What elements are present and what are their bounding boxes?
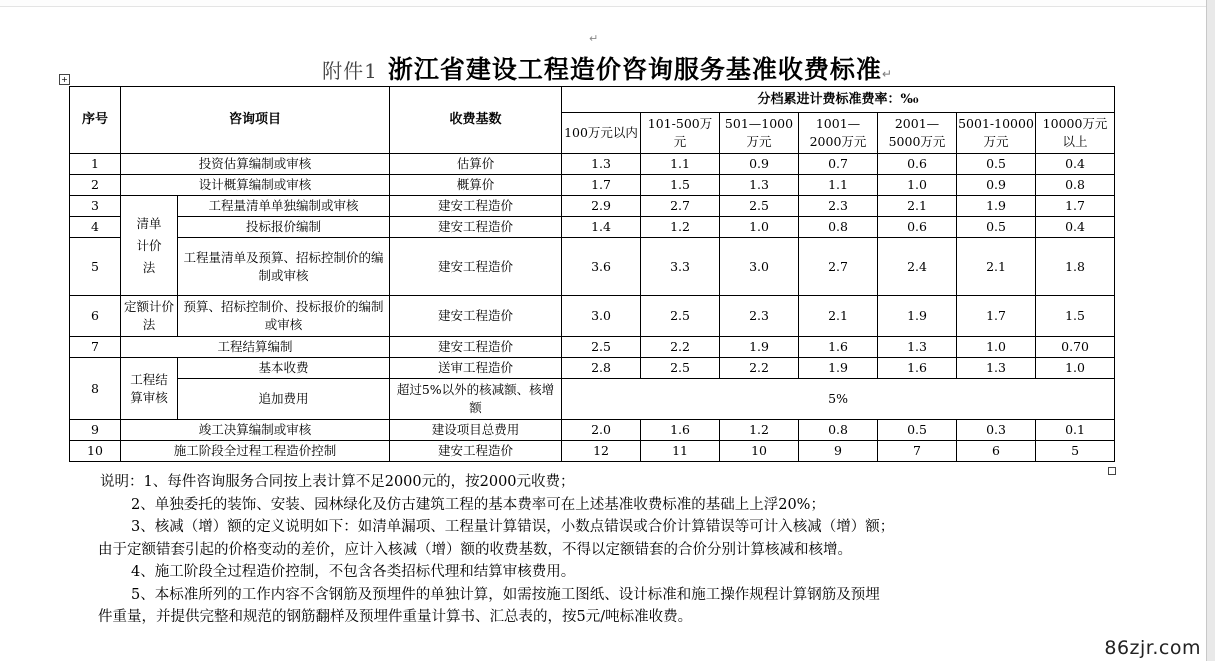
rate-cell: 6 <box>957 441 1036 462</box>
rate-cell: 1.3 <box>562 154 641 175</box>
rate-cell: 1.7 <box>562 175 641 196</box>
row-base: 建安工程造价 <box>390 238 562 296</box>
row-number: 1 <box>70 154 121 175</box>
row-number: 9 <box>70 420 121 441</box>
rate-cell: 0.70 <box>1036 337 1115 358</box>
rate-cell: 0.4 <box>1036 217 1115 238</box>
note-line: 5、本标准所列的工作内容不含钢筋及预埋件的单独计算，如需按施工图纸、设计标准和施工操作规程计算钢筋及预埋 <box>131 586 880 603</box>
row-base: 送审工程造价 <box>390 358 562 379</box>
rate-cell: 3.6 <box>562 238 641 296</box>
rate-cell: 0.5 <box>878 420 957 441</box>
table-row <box>70 379 1115 420</box>
rate-cell: 2.1 <box>878 196 957 217</box>
row-base: 概算价 <box>390 175 562 196</box>
note-line: 由于定额错套引起的价格变动的差价，应计入核减（增）额的收费基数，不得以定额错套的合价分别计算核减和核增。 <box>98 541 852 558</box>
rate-cell: 10 <box>720 441 799 462</box>
notes-section <box>100 471 1100 629</box>
table-resize-handle-icon[interactable] <box>1108 467 1116 475</box>
table-row <box>70 154 1115 175</box>
table-move-handle-icon[interactable]: + <box>59 74 70 85</box>
rate-cell: 2.5 <box>641 358 720 379</box>
rate-cell: 1.9 <box>720 337 799 358</box>
group-qingdan: 清单计价法 <box>121 196 178 296</box>
header-bracket: 5001-10000万元 <box>957 113 1036 154</box>
row-number: 4 <box>70 217 121 238</box>
rate-cell: 1.6 <box>799 337 878 358</box>
table-row <box>70 358 1115 379</box>
header-bracket: 501—1000万元 <box>720 113 799 154</box>
rate-cell: 1.1 <box>641 154 720 175</box>
rate-cell: 2.8 <box>562 358 641 379</box>
row-item: 工程量清单单独编制或审核 <box>178 196 390 217</box>
vertical-scrollbar[interactable] <box>1206 0 1215 661</box>
rate-cell: 3.3 <box>641 238 720 296</box>
row-item: 设计概算编制或审核 <box>121 175 390 196</box>
row-base: 建安工程造价 <box>390 441 562 462</box>
rate-cell: 1.7 <box>1036 196 1115 217</box>
rate-cell: 2.2 <box>720 358 799 379</box>
document-top-edge <box>0 0 1215 7</box>
table-row <box>70 296 1115 337</box>
rate-cell: 1.3 <box>878 337 957 358</box>
table-row <box>70 337 1115 358</box>
header-rate-group: 分档累进计费标准费率：%₀ <box>562 87 1115 113</box>
table-row <box>70 217 1115 238</box>
rate-cell: 1.5 <box>1036 296 1115 337</box>
merged-rate-cell: 5% <box>562 379 1115 420</box>
rate-cell: 2.7 <box>799 238 878 296</box>
table-row <box>70 196 1115 217</box>
table-row <box>70 420 1115 441</box>
rate-cell: 1.6 <box>878 358 957 379</box>
row-base: 建安工程造价 <box>390 196 562 217</box>
rate-cell: 0.8 <box>799 217 878 238</box>
row-item: 预算、招标控制价、投标报价的编制或审核 <box>178 296 390 337</box>
rate-cell: 3.0 <box>562 296 641 337</box>
header-bracket: 101-500万元 <box>641 113 720 154</box>
row-item: 基本收费 <box>178 358 390 379</box>
paragraph-mark-icon: ↵ <box>589 32 599 45</box>
rate-cell: 7 <box>878 441 957 462</box>
fee-table <box>69 86 1115 462</box>
row-item: 投标报价编制 <box>178 217 390 238</box>
rate-cell: 1.9 <box>878 296 957 337</box>
rate-cell: 0.9 <box>720 154 799 175</box>
group-audit: 工程结算审核 <box>121 358 178 420</box>
rate-cell: 2.1 <box>799 296 878 337</box>
rate-cell: 0.6 <box>878 154 957 175</box>
rate-cell: 0.3 <box>957 420 1036 441</box>
row-item: 工程结算编制 <box>121 337 390 358</box>
note-line: 2、单独委托的装饰、安装、园林绿化及仿古建筑工程的基本费率可在上述基准收费标准的基础上上浮20%； <box>131 496 825 513</box>
group-dinge: 定额计价法 <box>121 296 178 337</box>
rate-cell: 1.0 <box>878 175 957 196</box>
rate-cell: 0.1 <box>1036 420 1115 441</box>
rate-cell: 0.6 <box>878 217 957 238</box>
row-item: 施工阶段全过程工程造价控制 <box>121 441 390 462</box>
rate-cell: 1.0 <box>957 337 1036 358</box>
header-bracket: 1001—2000万元 <box>799 113 878 154</box>
row-number: 7 <box>70 337 121 358</box>
rate-cell: 9 <box>799 441 878 462</box>
row-base: 建安工程造价 <box>390 217 562 238</box>
rate-cell: 1.8 <box>1036 238 1115 296</box>
rate-cell: 0.8 <box>799 420 878 441</box>
rate-cell: 1.2 <box>641 217 720 238</box>
header-base: 收费基数 <box>390 87 562 154</box>
rate-cell: 0.9 <box>957 175 1036 196</box>
table-row <box>70 175 1115 196</box>
rate-cell: 2.3 <box>720 296 799 337</box>
rate-cell: 2.9 <box>562 196 641 217</box>
rate-cell: 3.0 <box>720 238 799 296</box>
rate-cell: 0.4 <box>1036 154 1115 175</box>
row-number: 6 <box>70 296 121 337</box>
header-bracket: 2001—5000万元 <box>878 113 957 154</box>
row-item: 工程量清单及预算、招标控制价的编制或审核 <box>178 238 390 296</box>
rate-cell: 0.8 <box>1036 175 1115 196</box>
row-base: 建安工程造价 <box>390 337 562 358</box>
title-main: 浙江省建设工程造价咨询服务基准收费标准 <box>387 55 882 84</box>
row-number: 5 <box>70 238 121 296</box>
rate-cell: 0.5 <box>957 154 1036 175</box>
rate-cell: 1.2 <box>720 420 799 441</box>
table-row <box>70 238 1115 296</box>
note-line: 3、核减（增）额的定义说明如下：如清单漏项、工程量计算错误，小数点错误或合价计算错误等可计入核减（增）额； <box>131 519 895 535</box>
rate-cell: 1.9 <box>799 358 878 379</box>
rate-cell: 2.4 <box>878 238 957 296</box>
rate-cell: 2.0 <box>562 420 641 441</box>
header-bracket: 10000万元以上 <box>1036 113 1115 154</box>
rate-cell: 1.1 <box>799 175 878 196</box>
row-number: 3 <box>70 196 121 217</box>
watermark: 86zjr.com <box>1104 637 1201 659</box>
rate-cell: 1.6 <box>641 420 720 441</box>
header-seq: 序号 <box>70 87 121 154</box>
rate-cell: 1.9 <box>957 196 1036 217</box>
document-title <box>0 50 1215 86</box>
rate-cell: 2.7 <box>641 196 720 217</box>
row-base: 超过5%以外的核减额、核增额 <box>390 379 562 420</box>
title-prefix: 附件1 <box>322 59 378 83</box>
rate-cell: 2.5 <box>720 196 799 217</box>
note-line: 4、施工阶段全过程造价控制，不包含各类招标代理和结算审核费用。 <box>131 564 576 580</box>
row-item: 竣工决算编制或审核 <box>121 420 390 441</box>
rate-cell: 2.2 <box>641 337 720 358</box>
row-item: 追加费用 <box>178 379 390 420</box>
header-item: 咨询项目 <box>121 87 390 154</box>
rate-cell: 1.3 <box>720 175 799 196</box>
rate-cell: 1.3 <box>957 358 1036 379</box>
row-item: 投资估算编制或审核 <box>121 154 390 175</box>
rate-cell: 0.7 <box>799 154 878 175</box>
paragraph-mark-icon: ↵ <box>881 67 893 81</box>
rate-cell: 5 <box>1036 441 1115 462</box>
rate-cell: 2.5 <box>641 296 720 337</box>
row-base: 估算价 <box>390 154 562 175</box>
row-number: 8 <box>70 358 121 420</box>
row-number: 10 <box>70 441 121 462</box>
row-base: 建设项目总费用 <box>390 420 562 441</box>
rate-cell: 12 <box>562 441 641 462</box>
table-row <box>70 441 1115 462</box>
rate-cell: 2.5 <box>562 337 641 358</box>
rate-cell: 11 <box>641 441 720 462</box>
rate-cell: 1.7 <box>957 296 1036 337</box>
row-number: 2 <box>70 175 121 196</box>
note-line: 件重量，并提供完整和规范的钢筋翻样及预埋件重量计算书、汇总表的，按5元/吨标准收费。 <box>98 609 693 625</box>
rate-cell: 2.1 <box>957 238 1036 296</box>
row-base: 建安工程造价 <box>390 296 562 337</box>
rate-cell: 0.5 <box>957 217 1036 238</box>
rate-cell: 1.0 <box>1036 358 1115 379</box>
note-line: 说明：1、每件咨询服务合同按上表计算不足2000元的，按2000元收费； <box>100 474 575 490</box>
rate-cell: 1.5 <box>641 175 720 196</box>
header-bracket: 100万元以内 <box>562 113 641 154</box>
rate-cell: 1.4 <box>562 217 641 238</box>
rate-cell: 2.3 <box>799 196 878 217</box>
rate-cell: 1.0 <box>720 217 799 238</box>
